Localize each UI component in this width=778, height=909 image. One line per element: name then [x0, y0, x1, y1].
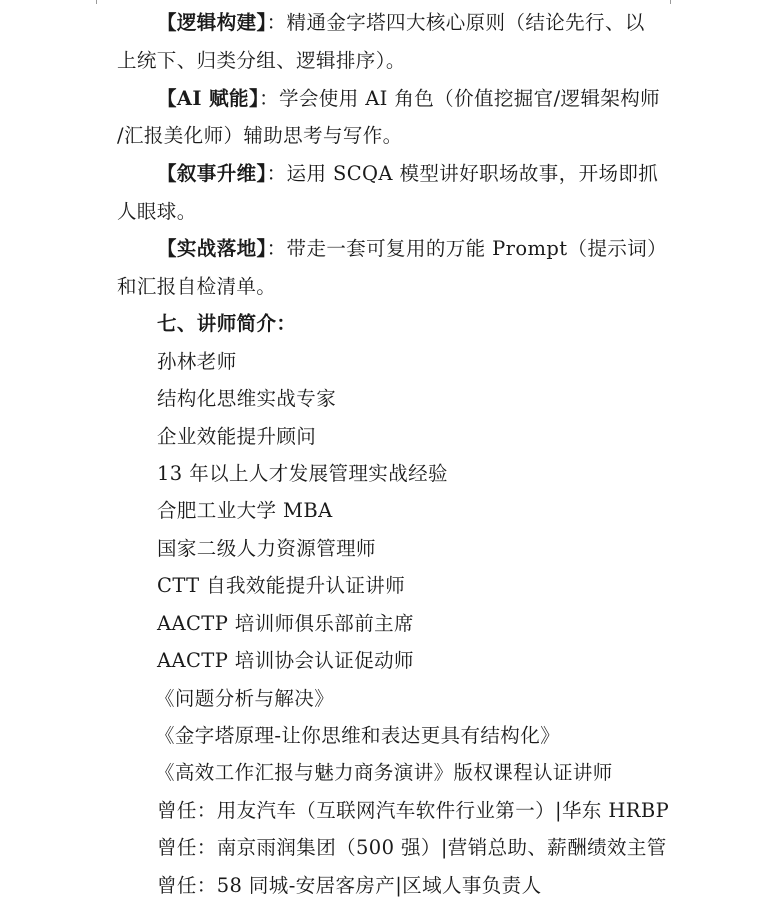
objective-practice-line-1: [157, 237, 667, 261]
objective-text: ：运用 SCQA 模型讲好职场故事，开场即抓: [266, 162, 659, 185]
instructor-course: 《金字塔原理-让你思维和表达更具有结构化》: [155, 724, 560, 747]
instructor-course: 《高效工作汇报与魅力商务演讲》版权课程认证讲师: [155, 761, 613, 784]
instructor-experience: 13 年以上人才发展管理实战经验: [157, 462, 448, 485]
instructor-title: 结构化思维实战专家: [157, 387, 337, 410]
instructor-certification: CTT 自我效能提升认证讲师: [157, 574, 406, 597]
instructor-course: 《问题分析与解决》: [155, 687, 335, 710]
instructor-certification: 国家二级人力资源管理师: [157, 537, 376, 560]
margin-mark-right: [670, 0, 671, 4]
objective-ai-line-1: [157, 87, 660, 111]
instructor-past-role: 曾任：南京雨润集团（500 强）|营销总助、薪酬绩效主管: [157, 836, 667, 859]
objective-logic-line-1: [157, 11, 645, 35]
objective-text: ：带走一套可复用的万能 Prompt（提示词）: [266, 237, 668, 260]
instructor-name: 孙林老师: [157, 350, 237, 373]
instructor-certification: AACTP 培训师俱乐部前主席: [157, 612, 414, 635]
section-heading-instructor: 七、讲师简介：: [157, 312, 297, 335]
objective-title: 【实战落地】: [157, 237, 267, 260]
margin-mark-left: [96, 0, 97, 4]
objective-text: ：精通金字塔四大核心原则（结论先行、以: [266, 11, 645, 34]
objective-narrative-line-1: [157, 162, 658, 186]
objective-title: 【逻辑构建】: [157, 11, 267, 34]
page-margin-marks: [0, 0, 778, 4]
instructor-title: 企业效能提升顾问: [157, 425, 317, 448]
objective-text: ：学会使用 AI 角色（价值挖掘官/逻辑架构师: [259, 87, 661, 110]
objective-title: 【AI 赋能】: [157, 87, 260, 110]
objective-practice-line-2: 和汇报自检清单。: [117, 275, 277, 298]
instructor-certification: AACTP 培训协会认证促动师: [157, 649, 414, 672]
objective-narrative-line-2: 人眼球。: [117, 200, 197, 223]
instructor-education: 合肥工业大学 MBA: [157, 499, 333, 522]
instructor-past-role: 曾任：用友汽车（互联网汽车软件行业第一）|华东 HRBP: [157, 799, 670, 822]
objective-ai-line-2: /汇报美化师）辅助思考与写作。: [117, 124, 403, 147]
objective-title: 【叙事升维】: [157, 162, 267, 185]
instructor-past-role: 曾任：58 同城-安居客房产|区域人事负责人: [157, 874, 542, 897]
objective-logic-line-2: 上统下、归类分组、逻辑排序）。: [117, 49, 406, 72]
